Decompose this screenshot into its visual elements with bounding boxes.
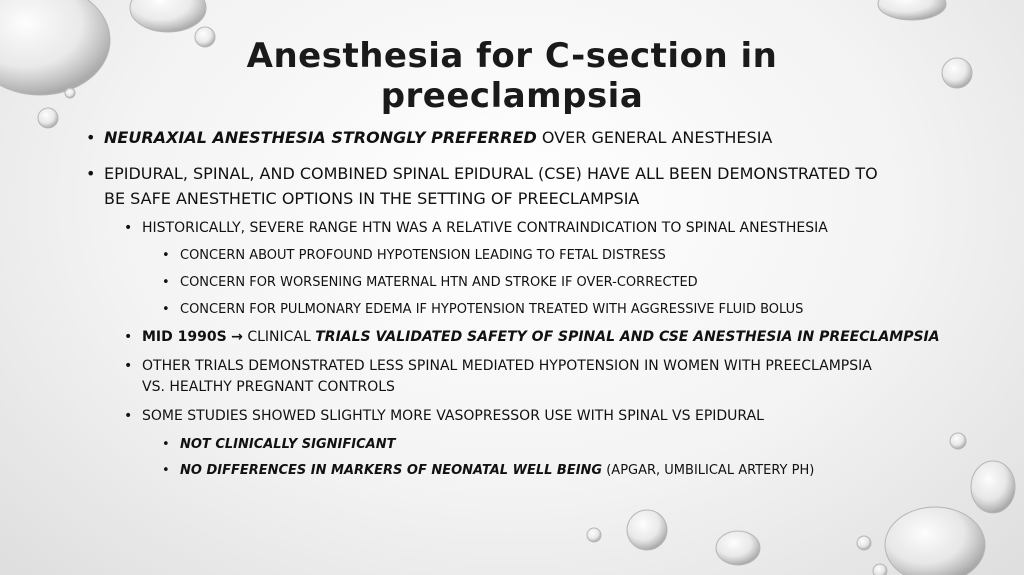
drop bbox=[971, 461, 1015, 513]
bullet-text: CONCERN FOR WORSENING MATERNAL HTN AND STROKE IF OVER-CORRECTED bbox=[180, 275, 698, 290]
bullet-text-line-1: OTHER TRIALS DEMONSTRATED LESS SPINAL MEDIATED HYPOTENSION IN WOMEN WITH PREECLAMPSIA bbox=[142, 358, 872, 374]
bullet-marker: • bbox=[124, 329, 133, 345]
arrow-icon: → bbox=[231, 329, 243, 345]
bullet-marker: • bbox=[124, 408, 133, 424]
title-line-2: preeclampsia bbox=[380, 76, 644, 116]
bullet-bold: MID 1990S bbox=[142, 329, 227, 345]
bullet-marker: • bbox=[124, 358, 133, 374]
bullet-text: CONCERN ABOUT PROFOUND HYPOTENSION LEADING TO FETAL DISTRESS bbox=[180, 248, 666, 263]
bullet-text: CLINICAL bbox=[242, 329, 316, 345]
drop bbox=[587, 528, 601, 542]
drop bbox=[130, 0, 206, 32]
bullet-text-line-1: EPIDURAL, SPINAL, AND COMBINED SPINAL EPIDURAL (CSE) HAVE ALL BEEN DEMONSTRATED TO bbox=[104, 164, 878, 183]
drop bbox=[878, 0, 946, 20]
bullet-text: SOME STUDIES SHOWED SLIGHTLY MORE VASOPRESSOR USE WITH SPINAL VS EPIDURAL bbox=[142, 408, 764, 424]
bullet-emphasis: NO DIFFERENCES IN MARKERS OF NEONATAL WELL BEING bbox=[180, 463, 603, 478]
bullet-marker: • bbox=[162, 437, 170, 452]
drop bbox=[65, 88, 75, 98]
drop bbox=[716, 531, 760, 565]
bullet-text-line-2: VS. HEALTHY PREGNANT CONTROLS bbox=[142, 379, 395, 395]
bullet-text: HISTORICALLY, SEVERE RANGE HTN WAS A RELATIVE CONTRAINDICATION TO SPINAL ANESTHESIA bbox=[142, 220, 828, 236]
slide-title bbox=[150, 36, 874, 116]
bullet-marker: • bbox=[86, 128, 96, 147]
bullet-emphasis: NOT CLINICALLY SIGNIFICANT bbox=[180, 437, 396, 452]
drop bbox=[857, 536, 871, 550]
bullet-text: CONCERN FOR PULMONARY EDEMA IF HYPOTENSION TREATED WITH AGGRESSIVE FLUID BOLUS bbox=[180, 302, 804, 317]
bullet-text: OVER GENERAL ANESTHESIA bbox=[536, 128, 773, 147]
bullet-emphasis: NEURAXIAL ANESTHESIA STRONGLY PREFERRED bbox=[104, 128, 537, 147]
drop bbox=[950, 433, 966, 449]
bullet-text-line-2: BE SAFE ANESTHETIC OPTIONS IN THE SETTING OF PREECLAMPSIA bbox=[104, 189, 640, 208]
bullet-text: (APGAR, UMBILICAL ARTERY PH) bbox=[602, 463, 815, 478]
bullet-marker: • bbox=[162, 302, 170, 317]
drop bbox=[942, 58, 972, 88]
bullet-marker: • bbox=[162, 463, 170, 478]
bullet-marker: • bbox=[162, 248, 170, 263]
bullet-marker: • bbox=[124, 220, 133, 236]
drop bbox=[38, 108, 58, 128]
bullet-marker: • bbox=[86, 164, 96, 183]
drop bbox=[0, 0, 110, 95]
title-line-1: Anesthesia for C-section in bbox=[246, 36, 778, 76]
drop bbox=[885, 507, 985, 575]
bullet-emphasis: TRIALS VALIDATED SAFETY OF SPINAL AND CSE ANESTHESIA IN PREECLAMPSIA bbox=[315, 329, 940, 345]
bullet-marker: • bbox=[162, 275, 170, 290]
drop bbox=[627, 510, 667, 550]
drop bbox=[873, 564, 887, 575]
